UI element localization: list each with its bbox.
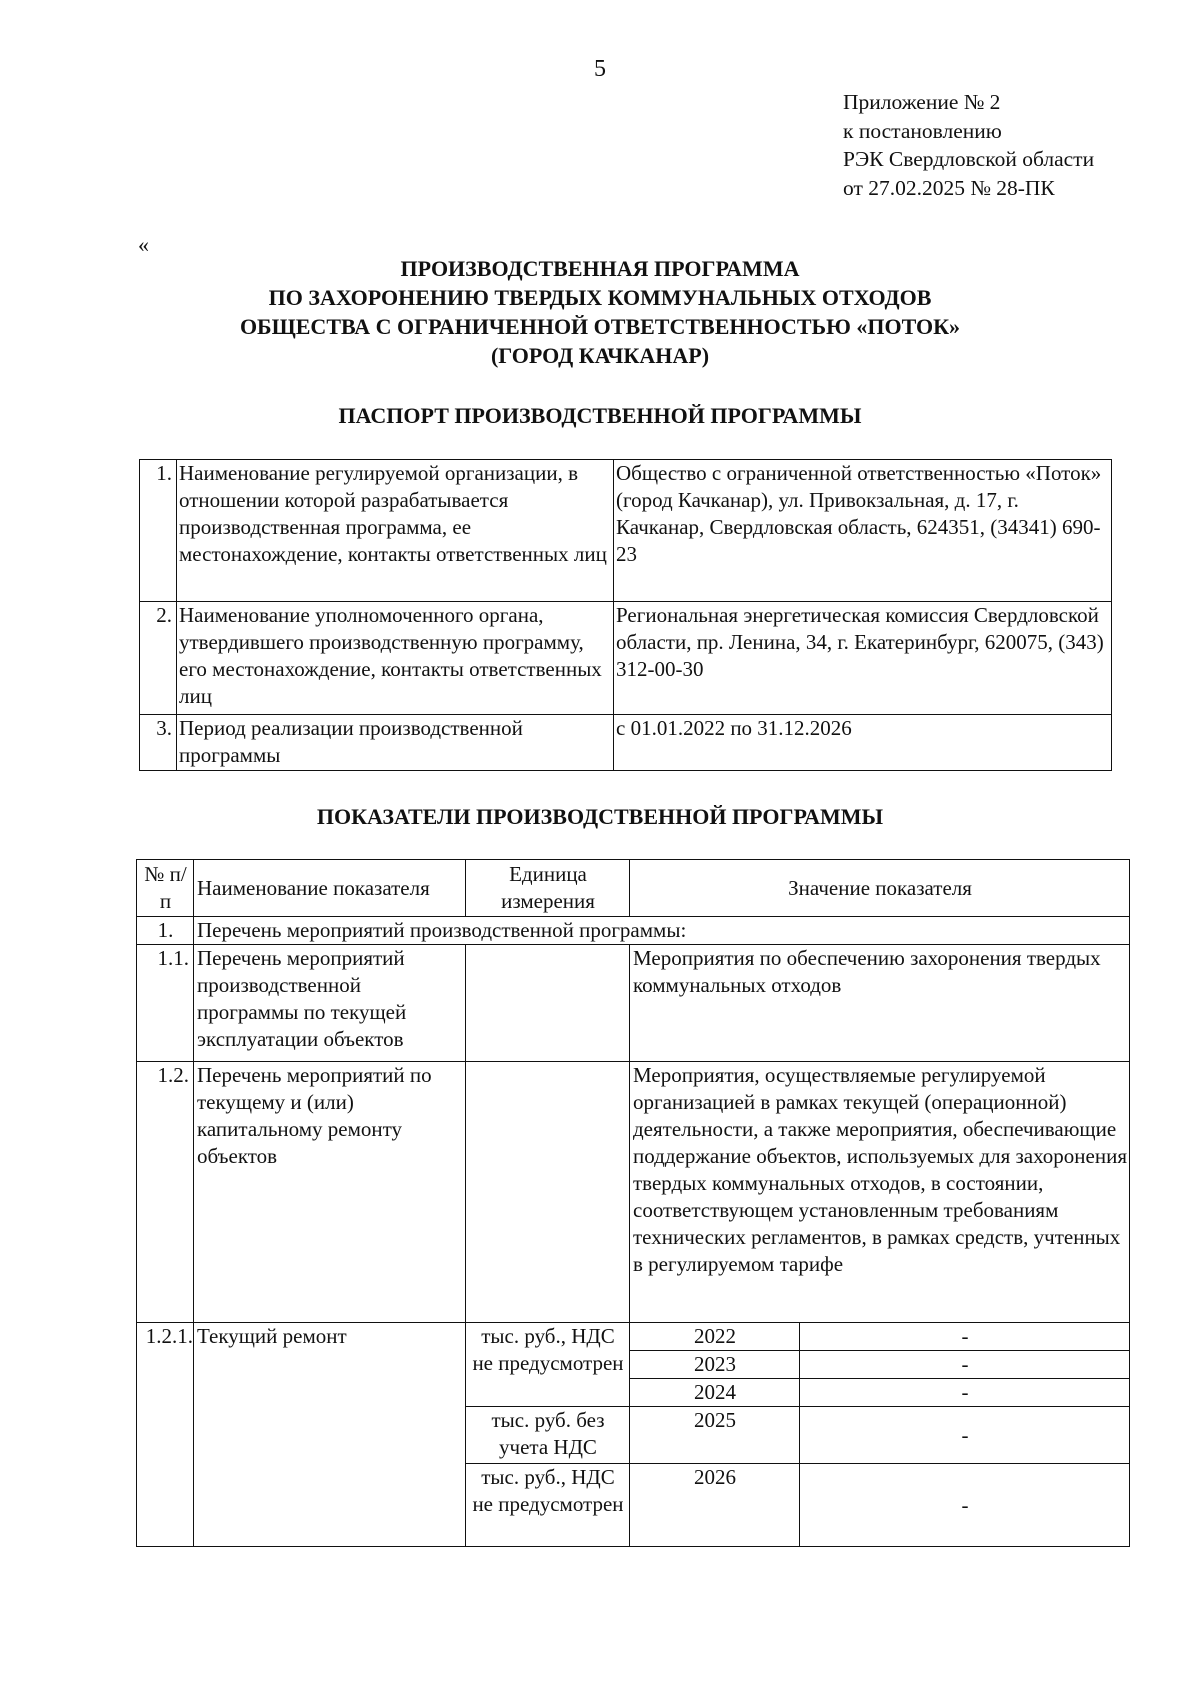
- row-number: 1.: [140, 460, 177, 602]
- header-name: Наименование показателя: [194, 860, 466, 917]
- row-name: Период реализации производственной программы: [177, 715, 614, 771]
- row-value: с 01.01.2022 по 31.12.2026: [614, 715, 1112, 771]
- table-row: [137, 945, 1130, 1062]
- row-number: 1.2.1.: [137, 1323, 194, 1547]
- table-row: [140, 602, 1112, 715]
- table-row: [137, 917, 1130, 945]
- indicators-table: [136, 859, 1130, 1547]
- appendix-line: Приложение № 2: [843, 90, 1001, 114]
- row-name: Перечень мероприятий по текущему и (или) капитальному ремонту объектов: [194, 1062, 466, 1323]
- row-number: 1.: [137, 917, 194, 945]
- year-value: -: [800, 1351, 1130, 1379]
- row-value: Региональная энергетическая комиссия Свердловской области, пр. Ленина, 34, г. Екатеринбург, 620075, (343) 312-00-30: [614, 602, 1112, 715]
- row-value: Мероприятия по обеспечению захоронения твердых коммунальных отходов: [630, 945, 1130, 1062]
- title-line: ОБЩЕСТВА С ОГРАНИЧЕННОЙ ОТВЕТСТВЕННОСТЬЮ «ПОТОК»: [239, 314, 961, 339]
- row-name: Текущий ремонт: [194, 1323, 466, 1547]
- table-row: [137, 1323, 1130, 1351]
- appendix-line: РЭК Свердловской области: [843, 147, 1095, 171]
- document-title: [0, 254, 1200, 370]
- row-name: Перечень мероприятий производственной программы по текущей эксплуатации объектов: [194, 945, 466, 1062]
- year-value: -: [800, 1323, 1130, 1351]
- year-value: -: [800, 1379, 1130, 1407]
- row-unit: тыс. руб., НДС не предусмотрен: [466, 1323, 630, 1407]
- row-number: 3.: [140, 715, 177, 771]
- header-num: № п/п: [137, 860, 194, 917]
- year-cell: 2026: [630, 1464, 800, 1547]
- row-unit: [466, 1062, 630, 1323]
- table-row: [140, 715, 1112, 771]
- table-row: [140, 460, 1112, 602]
- year-value: -: [800, 1407, 1130, 1464]
- appendix-line: к постановлению: [843, 118, 1002, 143]
- table-row: [137, 1062, 1130, 1323]
- year-value: -: [800, 1464, 1130, 1547]
- indicators-heading: ПОКАЗАТЕЛИ ПРОИЗВОДСТВЕННОЙ ПРОГРАММЫ: [316, 804, 884, 829]
- row-unit: тыс. руб., НДС не предусмотрен: [466, 1464, 630, 1547]
- row-name: Наименование уполномоченного органа, утвердившего производственную программу, его местонахождение, контакты ответственных лиц: [177, 602, 614, 715]
- opening-quote: «: [138, 232, 149, 257]
- title-line: ПРОИЗВОДСТВЕННАЯ ПРОГРАММА: [400, 256, 800, 281]
- year-cell: 2024: [630, 1379, 800, 1407]
- title-line: (ГОРОД КАЧКАНАР): [490, 343, 710, 368]
- passport-table: [139, 459, 1112, 771]
- appendix-line: от 27.02.2025 № 28-ПК: [843, 175, 1055, 200]
- row-number: 2.: [140, 602, 177, 715]
- row-name: Наименование регулируемой организации, в отношении которой разрабатывается производственная программа, ее местонахождение, контакты ответственных лиц: [177, 460, 614, 602]
- header-value: Значение показателя: [630, 860, 1130, 917]
- header-unit: Единица измерения: [466, 860, 630, 917]
- appendix-header: [843, 88, 1094, 202]
- row-value: Мероприятия, осуществляемые регулируемой организацией в рамках текущей (операционной) деятельности, а также мероприятия, обеспечивающие поддержание объектов, используемых для захоронения твердых коммунальных отходов, в состоянии, соответствующем установленным требованиям технических регламентов, в рамках средств, учтенных в регулируемом тарифе: [630, 1062, 1130, 1323]
- year-cell: 2023: [630, 1351, 800, 1379]
- header-row: [137, 860, 1130, 917]
- passport-heading: ПАСПОРТ ПРОИЗВОДСТВЕННОЙ ПРОГРАММЫ: [338, 403, 862, 428]
- row-unit: тыс. руб. без учета НДС: [466, 1407, 630, 1464]
- year-cell: 2022: [630, 1323, 800, 1351]
- row-unit: [466, 945, 630, 1062]
- row-value: Общество с ограниченной ответственностью «Поток» (город Качканар), ул. Привокзальная, д. 17, г. Качканар, Свердловская область, 624351, (34341) 690-23: [614, 460, 1112, 602]
- title-line: ПО ЗАХОРОНЕНИЮ ТВЕРДЫХ КОММУНАЛЬНЫХ ОТХОДОВ: [268, 285, 932, 310]
- row-number: 1.1.: [137, 945, 194, 1062]
- row-name: Перечень мероприятий производственной программы:: [194, 917, 1130, 945]
- row-number: 1.2.: [137, 1062, 194, 1323]
- year-cell: 2025: [630, 1407, 800, 1464]
- page-number: 5: [594, 56, 606, 82]
